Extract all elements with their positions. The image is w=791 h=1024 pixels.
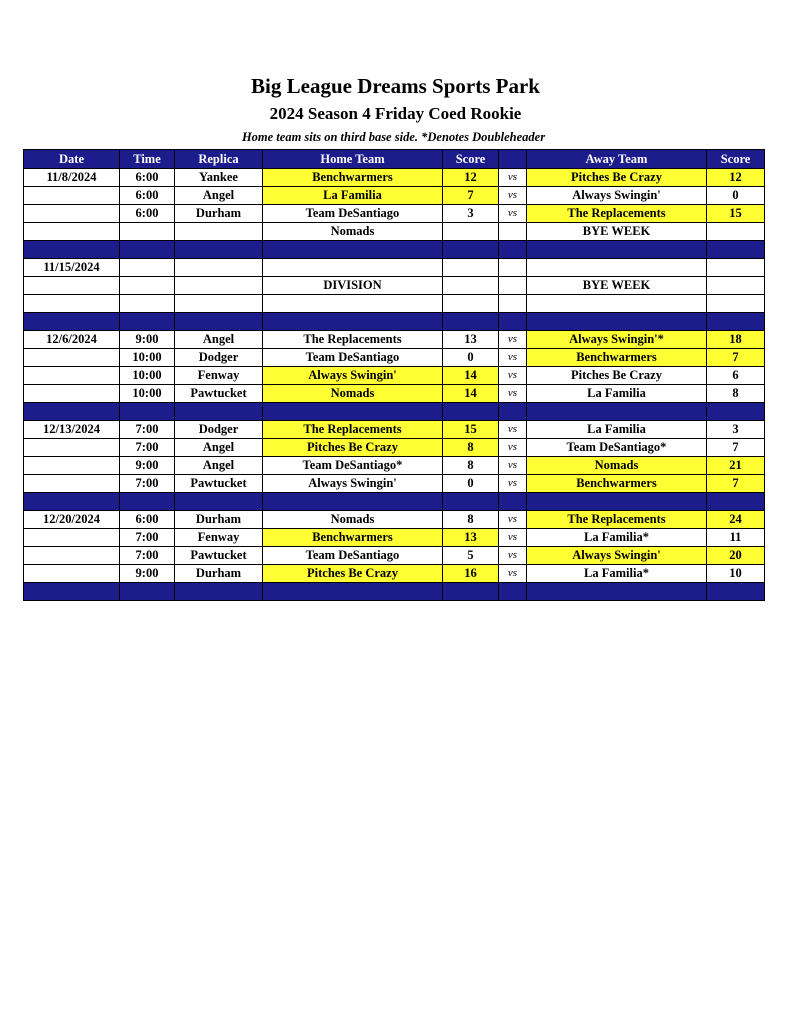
- home-team-cell: DIVISION: [263, 277, 443, 295]
- away-team-cell: [527, 295, 707, 313]
- separator-cell: [707, 313, 765, 331]
- home-team-cell: Benchwarmers: [263, 169, 443, 187]
- home-score-cell: 8: [443, 439, 499, 457]
- home-score-cell: [443, 223, 499, 241]
- table-row: [24, 511, 765, 529]
- replica-cell: Pawtucket: [175, 385, 263, 403]
- date-cell: [24, 475, 120, 493]
- table-row: [24, 259, 765, 277]
- separator-row: [24, 493, 765, 511]
- separator-cell: [443, 583, 499, 601]
- vs-cell: vs: [499, 565, 527, 583]
- page-subtitle: 2024 Season 4 Friday Coed Rookie: [269, 104, 522, 123]
- separator-cell: [120, 403, 175, 421]
- separator-cell: [443, 493, 499, 511]
- separator-cell: [263, 241, 443, 259]
- away-score-cell: 7: [707, 475, 765, 493]
- separator-cell: [24, 583, 120, 601]
- vs-cell: vs: [499, 205, 527, 223]
- replica-cell: Durham: [175, 205, 263, 223]
- away-score-cell: 21: [707, 457, 765, 475]
- replica-cell: Angel: [175, 457, 263, 475]
- vs-cell: vs: [499, 511, 527, 529]
- away-team-cell: Benchwarmers: [527, 475, 707, 493]
- col-header-replica: Replica: [175, 150, 263, 169]
- time-cell: 10:00: [120, 385, 175, 403]
- replica-cell: Angel: [175, 439, 263, 457]
- time-cell: [120, 295, 175, 313]
- date-cell: [24, 439, 120, 457]
- separator-cell: [499, 403, 527, 421]
- replica-cell: [175, 277, 263, 295]
- col-header-date: Date: [24, 150, 120, 169]
- replica-cell: Pawtucket: [175, 475, 263, 493]
- vs-cell: [499, 223, 527, 241]
- separator-cell: [120, 313, 175, 331]
- home-team-cell: Nomads: [263, 511, 443, 529]
- home-score-cell: 12: [443, 169, 499, 187]
- time-cell: [120, 259, 175, 277]
- away-score-cell: [707, 259, 765, 277]
- separator-cell: [527, 583, 707, 601]
- home-team-cell: The Replacements: [263, 421, 443, 439]
- date-cell: [24, 367, 120, 385]
- separator-cell: [120, 583, 175, 601]
- replica-cell: [175, 259, 263, 277]
- table-row: [24, 547, 765, 565]
- vs-cell: vs: [499, 187, 527, 205]
- replica-cell: Dodger: [175, 349, 263, 367]
- replica-cell: [175, 295, 263, 313]
- home-team-cell: Benchwarmers: [263, 529, 443, 547]
- col-header-vs: [499, 150, 527, 169]
- away-team-cell: Nomads: [527, 457, 707, 475]
- away-score-cell: 18: [707, 331, 765, 349]
- schedule-table: [23, 149, 765, 601]
- home-score-cell: 13: [443, 331, 499, 349]
- home-team-cell: Nomads: [263, 385, 443, 403]
- home-score-cell: 0: [443, 475, 499, 493]
- separator-cell: [499, 241, 527, 259]
- home-score-cell: [443, 277, 499, 295]
- replica-cell: Pawtucket: [175, 547, 263, 565]
- time-cell: 7:00: [120, 529, 175, 547]
- away-score-cell: [707, 223, 765, 241]
- page-title: Big League Dreams Sports Park: [251, 74, 540, 98]
- vs-cell: vs: [499, 331, 527, 349]
- separator-cell: [24, 241, 120, 259]
- date-cell: [24, 187, 120, 205]
- separator-cell: [175, 583, 263, 601]
- vs-cell: vs: [499, 349, 527, 367]
- separator-cell: [263, 583, 443, 601]
- home-score-cell: 13: [443, 529, 499, 547]
- separator-cell: [707, 403, 765, 421]
- vs-cell: vs: [499, 439, 527, 457]
- home-team-cell: Pitches Be Crazy: [263, 439, 443, 457]
- away-team-cell: Always Swingin'*: [527, 331, 707, 349]
- home-score-cell: 3: [443, 205, 499, 223]
- col-header-away-score: Score: [707, 150, 765, 169]
- col-header-home-score: Score: [443, 150, 499, 169]
- time-cell: 9:00: [120, 331, 175, 349]
- home-team-cell: Team DeSantiago*: [263, 457, 443, 475]
- away-score-cell: [707, 295, 765, 313]
- home-team-cell: Nomads: [263, 223, 443, 241]
- separator-cell: [120, 241, 175, 259]
- table-row: [24, 385, 765, 403]
- separator-cell: [499, 313, 527, 331]
- separator-cell: [263, 493, 443, 511]
- separator-row: [24, 403, 765, 421]
- home-team-cell: Team DeSantiago: [263, 205, 443, 223]
- home-score-cell: 7: [443, 187, 499, 205]
- date-cell: [24, 277, 120, 295]
- separator-row: [24, 241, 765, 259]
- away-score-cell: 0: [707, 187, 765, 205]
- vs-cell: vs: [499, 547, 527, 565]
- vs-cell: vs: [499, 385, 527, 403]
- date-cell: 11/15/2024: [24, 259, 120, 277]
- vs-cell: vs: [499, 169, 527, 187]
- table-header-row: [24, 150, 765, 169]
- table-row: [24, 223, 765, 241]
- time-cell: 7:00: [120, 475, 175, 493]
- table-row: [24, 439, 765, 457]
- home-team-cell: Team DeSantiago: [263, 349, 443, 367]
- away-team-cell: BYE WEEK: [527, 223, 707, 241]
- time-cell: 10:00: [120, 367, 175, 385]
- time-cell: 6:00: [120, 169, 175, 187]
- table-row: [24, 457, 765, 475]
- vs-cell: vs: [499, 457, 527, 475]
- separator-cell: [24, 403, 120, 421]
- away-score-cell: 11: [707, 529, 765, 547]
- separator-cell: [527, 241, 707, 259]
- home-team-cell: The Replacements: [263, 331, 443, 349]
- vs-cell: vs: [499, 367, 527, 385]
- separator-cell: [707, 241, 765, 259]
- home-score-cell: 0: [443, 349, 499, 367]
- away-team-cell: Team DeSantiago*: [527, 439, 707, 457]
- home-team-cell: [263, 259, 443, 277]
- away-score-cell: 7: [707, 439, 765, 457]
- away-score-cell: 7: [707, 349, 765, 367]
- date-cell: 12/6/2024: [24, 331, 120, 349]
- date-cell: [24, 529, 120, 547]
- away-team-cell: La Familia: [527, 385, 707, 403]
- home-score-cell: 14: [443, 367, 499, 385]
- replica-cell: Fenway: [175, 529, 263, 547]
- date-cell: [24, 385, 120, 403]
- separator-cell: [443, 313, 499, 331]
- home-team-cell: Team DeSantiago: [263, 547, 443, 565]
- separator-cell: [175, 313, 263, 331]
- home-team-cell: Always Swingin': [263, 475, 443, 493]
- col-header-away-team: Away Team: [527, 150, 707, 169]
- table-row: [24, 205, 765, 223]
- away-team-cell: The Replacements: [527, 205, 707, 223]
- schedule-body: [24, 169, 765, 601]
- date-cell: 11/8/2024: [24, 169, 120, 187]
- separator-cell: [527, 313, 707, 331]
- home-team-cell: Pitches Be Crazy: [263, 565, 443, 583]
- time-cell: 6:00: [120, 187, 175, 205]
- col-header-home-team: Home Team: [263, 150, 443, 169]
- separator-cell: [499, 493, 527, 511]
- home-score-cell: 16: [443, 565, 499, 583]
- away-team-cell: Benchwarmers: [527, 349, 707, 367]
- away-team-cell: BYE WEEK: [527, 277, 707, 295]
- time-cell: 6:00: [120, 205, 175, 223]
- away-score-cell: 6: [707, 367, 765, 385]
- away-score-cell: 24: [707, 511, 765, 529]
- vs-cell: [499, 277, 527, 295]
- time-cell: 7:00: [120, 547, 175, 565]
- away-score-cell: [707, 277, 765, 295]
- away-team-cell: La Familia*: [527, 565, 707, 583]
- col-header-time: Time: [120, 150, 175, 169]
- table-row: [24, 421, 765, 439]
- separator-cell: [527, 493, 707, 511]
- table-row: [24, 565, 765, 583]
- replica-cell: [175, 223, 263, 241]
- table-row: [24, 295, 765, 313]
- separator-row: [24, 583, 765, 601]
- away-team-cell: The Replacements: [527, 511, 707, 529]
- separator-cell: [175, 241, 263, 259]
- replica-cell: Durham: [175, 511, 263, 529]
- vs-cell: vs: [499, 529, 527, 547]
- replica-cell: Dodger: [175, 421, 263, 439]
- separator-cell: [175, 403, 263, 421]
- table-row: [24, 475, 765, 493]
- time-cell: 6:00: [120, 511, 175, 529]
- home-score-cell: [443, 259, 499, 277]
- table-row: [24, 277, 765, 295]
- home-team-cell: Always Swingin': [263, 367, 443, 385]
- home-score-cell: 5: [443, 547, 499, 565]
- away-team-cell: La Familia: [527, 421, 707, 439]
- separator-row: [24, 313, 765, 331]
- separator-cell: [24, 493, 120, 511]
- replica-cell: Fenway: [175, 367, 263, 385]
- away-score-cell: 20: [707, 547, 765, 565]
- separator-cell: [263, 313, 443, 331]
- time-cell: 9:00: [120, 565, 175, 583]
- home-score-cell: 14: [443, 385, 499, 403]
- away-score-cell: 8: [707, 385, 765, 403]
- away-team-cell: La Familia*: [527, 529, 707, 547]
- separator-cell: [263, 403, 443, 421]
- date-cell: 12/20/2024: [24, 511, 120, 529]
- separator-cell: [443, 403, 499, 421]
- date-cell: [24, 295, 120, 313]
- table-row: [24, 367, 765, 385]
- page-note: Home team sits on third base side. *Denotes Doubleheader: [241, 130, 546, 144]
- separator-cell: [499, 583, 527, 601]
- date-cell: [24, 205, 120, 223]
- vs-cell: [499, 259, 527, 277]
- separator-cell: [175, 493, 263, 511]
- replica-cell: Yankee: [175, 169, 263, 187]
- separator-cell: [707, 583, 765, 601]
- replica-cell: Durham: [175, 565, 263, 583]
- vs-cell: vs: [499, 421, 527, 439]
- away-score-cell: 10: [707, 565, 765, 583]
- time-cell: 10:00: [120, 349, 175, 367]
- away-score-cell: 3: [707, 421, 765, 439]
- date-cell: [24, 457, 120, 475]
- time-cell: [120, 277, 175, 295]
- date-cell: [24, 349, 120, 367]
- time-cell: 7:00: [120, 421, 175, 439]
- home-team-cell: La Familia: [263, 187, 443, 205]
- vs-cell: vs: [499, 475, 527, 493]
- away-score-cell: 12: [707, 169, 765, 187]
- date-cell: 12/13/2024: [24, 421, 120, 439]
- away-score-cell: 15: [707, 205, 765, 223]
- table-row: [24, 187, 765, 205]
- separator-cell: [527, 403, 707, 421]
- away-team-cell: Always Swingin': [527, 187, 707, 205]
- table-row: [24, 331, 765, 349]
- time-cell: 9:00: [120, 457, 175, 475]
- date-cell: [24, 547, 120, 565]
- away-team-cell: [527, 259, 707, 277]
- away-team-cell: Pitches Be Crazy: [527, 169, 707, 187]
- separator-cell: [443, 241, 499, 259]
- home-score-cell: 15: [443, 421, 499, 439]
- time-cell: [120, 223, 175, 241]
- replica-cell: Angel: [175, 187, 263, 205]
- table-row: [24, 349, 765, 367]
- separator-cell: [24, 313, 120, 331]
- date-cell: [24, 223, 120, 241]
- separator-cell: [707, 493, 765, 511]
- table-row: [24, 529, 765, 547]
- replica-cell: Angel: [175, 331, 263, 349]
- home-score-cell: [443, 295, 499, 313]
- time-cell: 7:00: [120, 439, 175, 457]
- date-cell: [24, 565, 120, 583]
- home-team-cell: [263, 295, 443, 313]
- vs-cell: [499, 295, 527, 313]
- away-team-cell: Pitches Be Crazy: [527, 367, 707, 385]
- home-score-cell: 8: [443, 511, 499, 529]
- separator-cell: [120, 493, 175, 511]
- home-score-cell: 8: [443, 457, 499, 475]
- away-team-cell: Always Swingin': [527, 547, 707, 565]
- table-row: [24, 169, 765, 187]
